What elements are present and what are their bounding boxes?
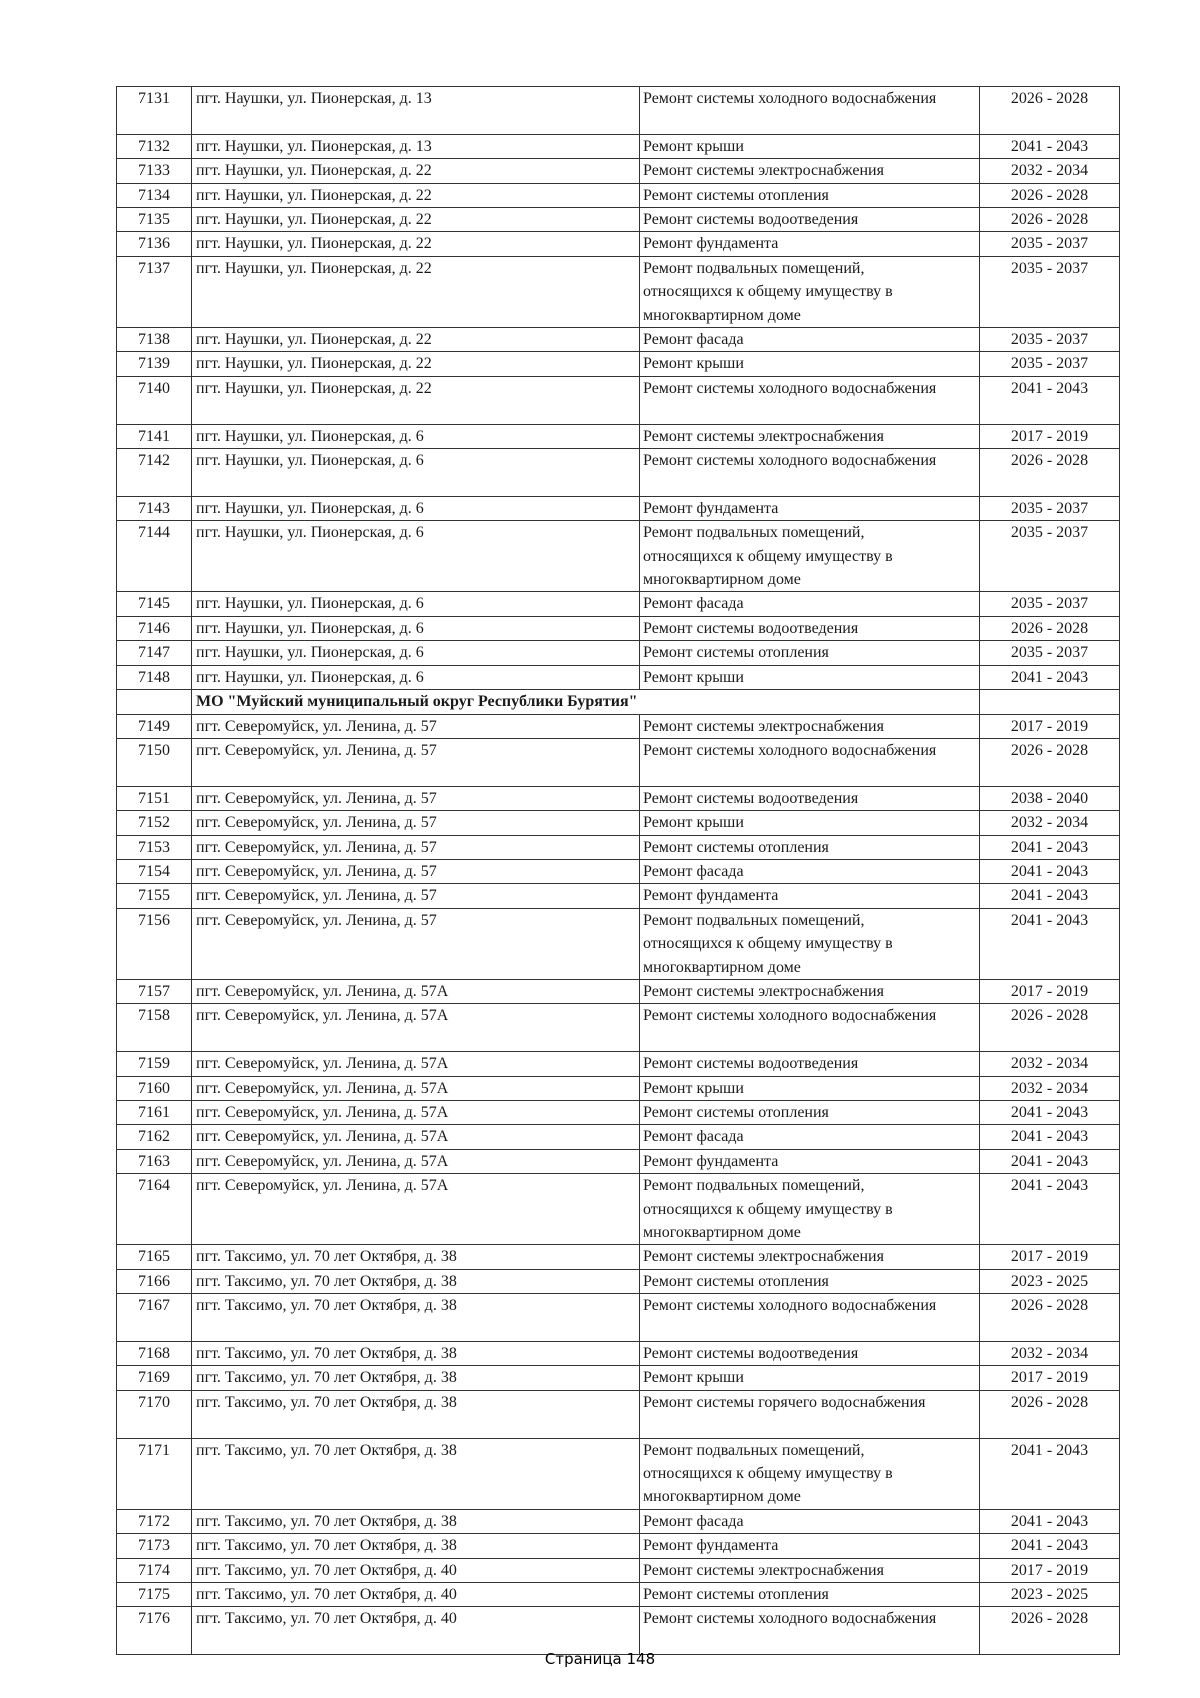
table-row xyxy=(117,1438,1120,1509)
table-row xyxy=(117,859,1120,883)
row-number: 7139 xyxy=(117,352,192,376)
address-cell: пгт. Северомуйск, ул. Ленина, д. 57 xyxy=(192,811,640,835)
table-row xyxy=(117,134,1120,158)
row-number: 7157 xyxy=(117,979,192,1003)
row-number: 7142 xyxy=(117,449,192,497)
period-cell: 2035 - 2037 xyxy=(980,232,1120,256)
row-number: 7166 xyxy=(117,1269,192,1293)
address-cell: пгт. Наушки, ул. Пионерская, д. 22 xyxy=(192,159,640,183)
table-row xyxy=(117,232,1120,256)
work-type-cell: Ремонт крыши xyxy=(640,1366,980,1390)
period-cell: 2041 - 2043 xyxy=(980,1174,1120,1245)
address-cell: пгт. Таксимо, ул. 70 лет Октября, д. 40 xyxy=(192,1607,640,1655)
work-type-cell: Ремонт системы отопления xyxy=(640,835,980,859)
table-row xyxy=(117,208,1120,232)
address-cell: пгт. Наушки, ул. Пионерская, д. 6 xyxy=(192,592,640,616)
row-number: 7147 xyxy=(117,641,192,665)
row-number: 7162 xyxy=(117,1125,192,1149)
row-number: 7167 xyxy=(117,1294,192,1342)
work-type-cell: Ремонт системы электроснабжения xyxy=(640,1558,980,1582)
table-row xyxy=(117,1390,1120,1438)
period-cell: 2026 - 2028 xyxy=(980,87,1120,135)
address-cell: пгт. Северомуйск, ул. Ленина, д. 57 xyxy=(192,908,640,979)
table-row xyxy=(117,1100,1120,1124)
row-number: 7137 xyxy=(117,256,192,327)
row-number: 7172 xyxy=(117,1509,192,1533)
period-cell: 2026 - 2028 xyxy=(980,1607,1120,1655)
row-number: 7170 xyxy=(117,1390,192,1438)
row-number: 7155 xyxy=(117,884,192,908)
table-row xyxy=(117,1052,1120,1076)
table-row xyxy=(117,1149,1120,1173)
row-number: 7151 xyxy=(117,786,192,810)
address-cell: пгт. Наушки, ул. Пионерская, д. 22 xyxy=(192,208,640,232)
period-cell: 2032 - 2034 xyxy=(980,1052,1120,1076)
row-number: 7134 xyxy=(117,183,192,207)
work-type-cell: Ремонт подвальных помещений, относящихся к общему имуществу в многоквартирном доме xyxy=(640,908,980,979)
period-cell: 2041 - 2043 xyxy=(980,1125,1120,1149)
period-cell: 2041 - 2043 xyxy=(980,1534,1120,1558)
work-type-cell: Ремонт системы водоотведения xyxy=(640,616,980,640)
period-cell: 2041 - 2043 xyxy=(980,1438,1120,1509)
period-cell: 2041 - 2043 xyxy=(980,1149,1120,1173)
period-cell: 2035 - 2037 xyxy=(980,641,1120,665)
work-type-cell: Ремонт крыши xyxy=(640,811,980,835)
address-cell: пгт. Таксимо, ул. 70 лет Октября, д. 38 xyxy=(192,1509,640,1533)
period-cell: 2041 - 2043 xyxy=(980,859,1120,883)
row-number: 7174 xyxy=(117,1558,192,1582)
period-cell: 2026 - 2028 xyxy=(980,1004,1120,1052)
row-number: 7168 xyxy=(117,1342,192,1366)
period-cell: 2032 - 2034 xyxy=(980,1076,1120,1100)
table-row xyxy=(117,884,1120,908)
row-number: 7135 xyxy=(117,208,192,232)
address-cell: пгт. Наушки, ул. Пионерская, д. 6 xyxy=(192,616,640,640)
work-type-cell: Ремонт фасада xyxy=(640,1125,980,1149)
table-row xyxy=(117,714,1120,738)
work-type-cell: Ремонт системы электроснабжения xyxy=(640,979,980,1003)
work-type-cell: Ремонт системы холодного водоснабжения xyxy=(640,1294,980,1342)
work-type-cell: Ремонт фундамента xyxy=(640,232,980,256)
work-type-cell: Ремонт системы водоотведения xyxy=(640,208,980,232)
period-cell: 2026 - 2028 xyxy=(980,1390,1120,1438)
period-cell: 2017 - 2019 xyxy=(980,1558,1120,1582)
address-cell: пгт. Северомуйск, ул. Ленина, д. 57 xyxy=(192,884,640,908)
work-type-cell: Ремонт подвальных помещений, относящихся к общему имуществу в многоквартирном доме xyxy=(640,1174,980,1245)
work-type-cell: Ремонт системы электроснабжения xyxy=(640,1245,980,1269)
work-type-cell: Ремонт фасада xyxy=(640,1509,980,1533)
period-cell: 2026 - 2028 xyxy=(980,183,1120,207)
address-cell: пгт. Таксимо, ул. 70 лет Октября, д. 40 xyxy=(192,1558,640,1582)
table-row xyxy=(117,835,1120,859)
row-number: 7131 xyxy=(117,87,192,135)
address-cell: пгт. Таксимо, ул. 70 лет Октября, д. 38 xyxy=(192,1342,640,1366)
table-row xyxy=(117,1558,1120,1582)
work-type-cell: Ремонт системы электроснабжения xyxy=(640,159,980,183)
table-row xyxy=(117,738,1120,786)
period-cell: 2035 - 2037 xyxy=(980,352,1120,376)
address-cell: пгт. Наушки, ул. Пионерская, д. 22 xyxy=(192,183,640,207)
row-number: 7146 xyxy=(117,616,192,640)
work-type-cell: Ремонт крыши xyxy=(640,665,980,689)
table-row xyxy=(117,424,1120,448)
address-cell: пгт. Наушки, ул. Пионерская, д. 22 xyxy=(192,352,640,376)
table-row xyxy=(117,352,1120,376)
table-row xyxy=(117,183,1120,207)
table-row xyxy=(117,328,1120,352)
work-type-cell: Ремонт фундамента xyxy=(640,1149,980,1173)
address-cell: пгт. Северомуйск, ул. Ленина, д. 57А xyxy=(192,1076,640,1100)
address-cell: пгт. Таксимо, ул. 70 лет Октября, д. 38 xyxy=(192,1269,640,1293)
period-cell: 2041 - 2043 xyxy=(980,1509,1120,1533)
period-cell: 2035 - 2037 xyxy=(980,256,1120,327)
address-cell: пгт. Наушки, ул. Пионерская, д. 6 xyxy=(192,424,640,448)
page-number: Страница 148 xyxy=(544,1650,656,1668)
work-type-cell: Ремонт системы водоотведения xyxy=(640,1052,980,1076)
period-cell: 2041 - 2043 xyxy=(980,1100,1120,1124)
row-number: 7173 xyxy=(117,1534,192,1558)
row-number: 7171 xyxy=(117,1438,192,1509)
period-cell: 2017 - 2019 xyxy=(980,1245,1120,1269)
period-cell: 2026 - 2028 xyxy=(980,1294,1120,1342)
row-number: 7132 xyxy=(117,134,192,158)
section-number-cell xyxy=(117,690,192,714)
period-cell: 2041 - 2043 xyxy=(980,665,1120,689)
work-type-cell: Ремонт системы водоотведения xyxy=(640,1342,980,1366)
period-cell: 2035 - 2037 xyxy=(980,521,1120,592)
row-number: 7133 xyxy=(117,159,192,183)
row-number: 7153 xyxy=(117,835,192,859)
work-type-cell: Ремонт системы отопления xyxy=(640,183,980,207)
work-type-cell: Ремонт крыши xyxy=(640,134,980,158)
period-cell: 2035 - 2037 xyxy=(980,328,1120,352)
period-cell: 2026 - 2028 xyxy=(980,449,1120,497)
address-cell: пгт. Северомуйск, ул. Ленина, д. 57 xyxy=(192,738,640,786)
address-cell: пгт. Наушки, ул. Пионерская, д. 6 xyxy=(192,641,640,665)
row-number: 7169 xyxy=(117,1366,192,1390)
period-cell: 2041 - 2043 xyxy=(980,134,1120,158)
row-number: 7150 xyxy=(117,738,192,786)
row-number: 7164 xyxy=(117,1174,192,1245)
period-cell: 2032 - 2034 xyxy=(980,1342,1120,1366)
row-number: 7144 xyxy=(117,521,192,592)
address-cell: пгт. Наушки, ул. Пионерская, д. 13 xyxy=(192,134,640,158)
address-cell: пгт. Наушки, ул. Пионерская, д. 6 xyxy=(192,449,640,497)
work-type-cell: Ремонт фасада xyxy=(640,859,980,883)
address-cell: пгт. Северомуйск, ул. Ленина, д. 57 xyxy=(192,835,640,859)
address-cell: пгт. Таксимо, ул. 70 лет Октября, д. 38 xyxy=(192,1366,640,1390)
table-row xyxy=(117,1174,1120,1245)
table-row xyxy=(117,159,1120,183)
period-cell: 2017 - 2019 xyxy=(980,979,1120,1003)
row-number: 7163 xyxy=(117,1149,192,1173)
address-cell: пгт. Северомуйск, ул. Ленина, д. 57А xyxy=(192,1004,640,1052)
row-number: 7141 xyxy=(117,424,192,448)
address-cell: пгт. Наушки, ул. Пионерская, д. 6 xyxy=(192,521,640,592)
work-type-cell: Ремонт фундамента xyxy=(640,496,980,520)
address-cell: пгт. Северомуйск, ул. Ленина, д. 57А xyxy=(192,1174,640,1245)
table-row xyxy=(117,1607,1120,1655)
address-cell: пгт. Северомуйск, ул. Ленина, д. 57А xyxy=(192,1125,640,1149)
address-cell: пгт. Северомуйск, ул. Ленина, д. 57 xyxy=(192,859,640,883)
table-row xyxy=(117,1269,1120,1293)
work-type-cell: Ремонт системы отопления xyxy=(640,1100,980,1124)
period-cell: 2041 - 2043 xyxy=(980,835,1120,859)
row-number: 7156 xyxy=(117,908,192,979)
table-row xyxy=(117,1509,1120,1533)
work-type-cell: Ремонт системы отопления xyxy=(640,1583,980,1607)
work-type-cell: Ремонт системы электроснабжения xyxy=(640,714,980,738)
work-type-cell: Ремонт системы холодного водоснабжения xyxy=(640,87,980,135)
table-row xyxy=(117,256,1120,327)
row-number: 7176 xyxy=(117,1607,192,1655)
period-cell: 2035 - 2037 xyxy=(980,496,1120,520)
work-type-cell: Ремонт подвальных помещений, относящихся к общему имуществу в многоквартирном доме xyxy=(640,521,980,592)
period-cell: 2032 - 2034 xyxy=(980,811,1120,835)
row-number: 7175 xyxy=(117,1583,192,1607)
period-cell: 2026 - 2028 xyxy=(980,208,1120,232)
address-cell: пгт. Северомуйск, ул. Ленина, д. 57 xyxy=(192,786,640,810)
period-cell: 2023 - 2025 xyxy=(980,1583,1120,1607)
address-cell: пгт. Наушки, ул. Пионерская, д. 22 xyxy=(192,376,640,424)
period-cell: 2032 - 2034 xyxy=(980,159,1120,183)
table-row xyxy=(117,1294,1120,1342)
address-cell: пгт. Таксимо, ул. 70 лет Октября, д. 38 xyxy=(192,1438,640,1509)
work-type-cell: Ремонт системы водоотведения xyxy=(640,786,980,810)
row-number: 7140 xyxy=(117,376,192,424)
row-number: 7152 xyxy=(117,811,192,835)
table-row xyxy=(117,665,1120,689)
work-type-cell: Ремонт крыши xyxy=(640,352,980,376)
section-title: МО "Муйский муниципальный округ Республики Бурятия" xyxy=(192,690,980,714)
work-type-cell: Ремонт системы горячего водоснабжения xyxy=(640,1390,980,1438)
work-type-cell: Ремонт подвальных помещений, относящихся к общему имуществу в многоквартирном доме xyxy=(640,1438,980,1509)
work-type-cell: Ремонт системы отопления xyxy=(640,1269,980,1293)
table-row xyxy=(117,811,1120,835)
table-row xyxy=(117,1342,1120,1366)
table-row xyxy=(117,496,1120,520)
table-row xyxy=(117,616,1120,640)
table-body xyxy=(117,87,1120,1655)
capital-repair-table xyxy=(116,86,1120,1655)
table-row xyxy=(117,908,1120,979)
work-type-cell: Ремонт подвальных помещений, относящихся к общему имуществу в многоквартирном доме xyxy=(640,256,980,327)
address-cell: пгт. Северомуйск, ул. Ленина, д. 57А xyxy=(192,1052,640,1076)
row-number: 7165 xyxy=(117,1245,192,1269)
section-period-cell xyxy=(980,690,1120,714)
address-cell: пгт. Наушки, ул. Пионерская, д. 6 xyxy=(192,665,640,689)
section-header-row xyxy=(117,690,1120,714)
period-cell: 2023 - 2025 xyxy=(980,1269,1120,1293)
work-type-cell: Ремонт фундамента xyxy=(640,884,980,908)
period-cell: 2041 - 2043 xyxy=(980,376,1120,424)
row-number: 7145 xyxy=(117,592,192,616)
row-number: 7161 xyxy=(117,1100,192,1124)
address-cell: пгт. Северомуйск, ул. Ленина, д. 57А xyxy=(192,979,640,1003)
work-type-cell: Ремонт системы холодного водоснабжения xyxy=(640,738,980,786)
row-number: 7149 xyxy=(117,714,192,738)
table-row xyxy=(117,979,1120,1003)
address-cell: пгт. Таксимо, ул. 70 лет Октября, д. 38 xyxy=(192,1534,640,1558)
period-cell: 2041 - 2043 xyxy=(980,884,1120,908)
period-cell: 2026 - 2028 xyxy=(980,616,1120,640)
row-number: 7154 xyxy=(117,859,192,883)
table-row xyxy=(117,1534,1120,1558)
address-cell: пгт. Северомуйск, ул. Ленина, д. 57А xyxy=(192,1100,640,1124)
work-type-cell: Ремонт системы отопления xyxy=(640,641,980,665)
work-type-cell: Ремонт системы холодного водоснабжения xyxy=(640,1607,980,1655)
row-number: 7136 xyxy=(117,232,192,256)
table-row xyxy=(117,521,1120,592)
row-number: 7159 xyxy=(117,1052,192,1076)
address-cell: пгт. Таксимо, ул. 70 лет Октября, д. 38 xyxy=(192,1390,640,1438)
table-row xyxy=(117,1583,1120,1607)
row-number: 7138 xyxy=(117,328,192,352)
table-row xyxy=(117,376,1120,424)
table-row xyxy=(117,87,1120,135)
period-cell: 2017 - 2019 xyxy=(980,714,1120,738)
work-type-cell: Ремонт системы холодного водоснабжения xyxy=(640,1004,980,1052)
table-row xyxy=(117,1245,1120,1269)
period-cell: 2017 - 2019 xyxy=(980,1366,1120,1390)
address-cell: пгт. Наушки, ул. Пионерская, д. 22 xyxy=(192,328,640,352)
work-type-cell: Ремонт системы электроснабжения xyxy=(640,424,980,448)
row-number: 7160 xyxy=(117,1076,192,1100)
row-number: 7158 xyxy=(117,1004,192,1052)
table-row xyxy=(117,449,1120,497)
address-cell: пгт. Северомуйск, ул. Ленина, д. 57 xyxy=(192,714,640,738)
work-type-cell: Ремонт фасада xyxy=(640,328,980,352)
period-cell: 2041 - 2043 xyxy=(980,908,1120,979)
address-cell: пгт. Наушки, ул. Пионерская, д. 6 xyxy=(192,496,640,520)
work-type-cell: Ремонт системы холодного водоснабжения xyxy=(640,376,980,424)
table-row xyxy=(117,786,1120,810)
period-cell: 2026 - 2028 xyxy=(980,738,1120,786)
table-row xyxy=(117,592,1120,616)
address-cell: пгт. Таксимо, ул. 70 лет Октября, д. 38 xyxy=(192,1294,640,1342)
address-cell: пгт. Таксимо, ул. 70 лет Октября, д. 38 xyxy=(192,1245,640,1269)
work-type-cell: Ремонт фасада xyxy=(640,592,980,616)
table-row xyxy=(117,641,1120,665)
period-cell: 2035 - 2037 xyxy=(980,592,1120,616)
address-cell: пгт. Наушки, ул. Пионерская, д. 13 xyxy=(192,87,640,135)
address-cell: пгт. Северомуйск, ул. Ленина, д. 57А xyxy=(192,1149,640,1173)
work-type-cell: Ремонт крыши xyxy=(640,1076,980,1100)
table-row xyxy=(117,1366,1120,1390)
row-number: 7148 xyxy=(117,665,192,689)
work-type-cell: Ремонт системы холодного водоснабжения xyxy=(640,449,980,497)
table-row xyxy=(117,1125,1120,1149)
period-cell: 2017 - 2019 xyxy=(980,424,1120,448)
table-row xyxy=(117,1004,1120,1052)
address-cell: пгт. Таксимо, ул. 70 лет Октября, д. 40 xyxy=(192,1583,640,1607)
address-cell: пгт. Наушки, ул. Пионерская, д. 22 xyxy=(192,232,640,256)
table-row xyxy=(117,1076,1120,1100)
work-type-cell: Ремонт фундамента xyxy=(640,1534,980,1558)
address-cell: пгт. Наушки, ул. Пионерская, д. 22 xyxy=(192,256,640,327)
row-number: 7143 xyxy=(117,496,192,520)
period-cell: 2038 - 2040 xyxy=(980,786,1120,810)
